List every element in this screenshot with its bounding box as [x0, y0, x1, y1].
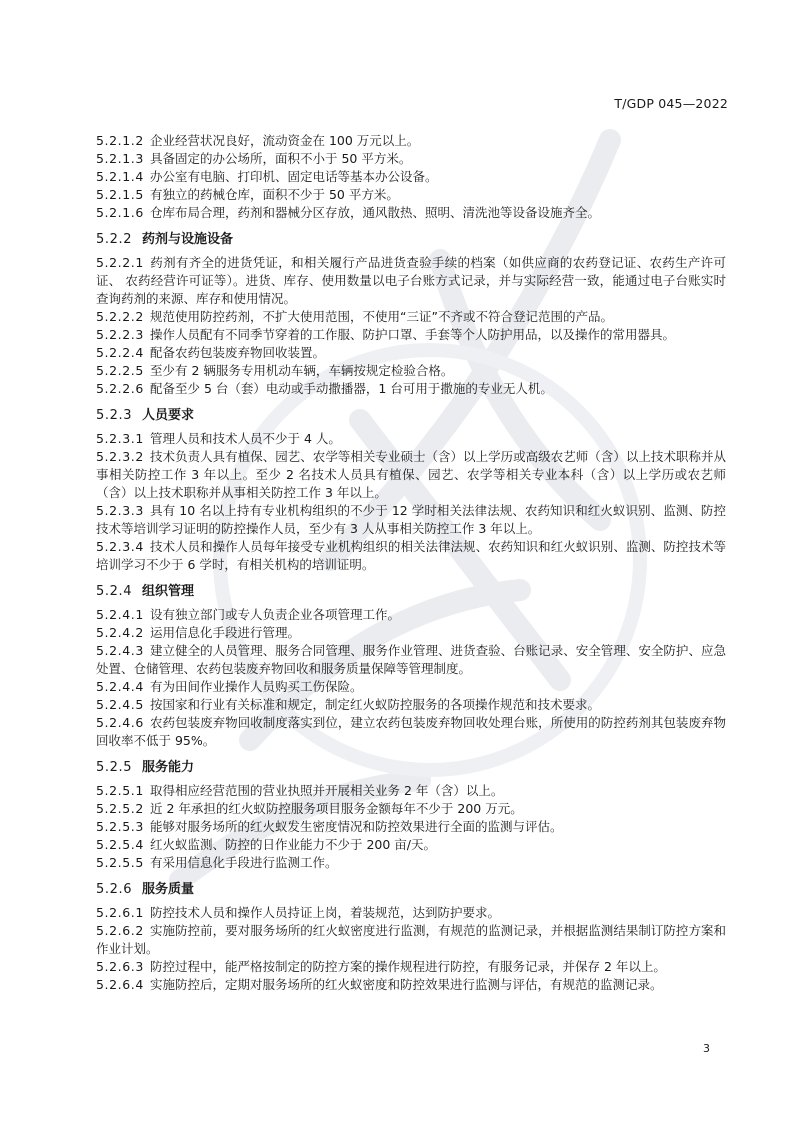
clause [96, 538, 726, 574]
clause [96, 818, 726, 836]
clause [96, 502, 726, 538]
clause-text: 实施防控前，要对服务场所的红火蚁密度进行监测，有规范的监测记录，并根据监测结果制订防控方案和作业计划。 [96, 923, 726, 956]
clause [96, 696, 726, 714]
page-number: 3 [703, 1042, 710, 1055]
clause [96, 326, 726, 344]
clause-number: 5.2.6.1 [96, 905, 144, 920]
clause [96, 132, 726, 150]
section-number: 5.2.2 [96, 232, 133, 247]
clause-number: 5.2.3.3 [96, 503, 144, 518]
clause [96, 430, 726, 448]
clause-number: 5.2.4.6 [96, 715, 144, 730]
clause-text: 操作人员配有不同季节穿着的工作服、防护口罩、手套等个人防护用品，以及操作的常用器具。 [150, 327, 676, 342]
section-heading [96, 880, 726, 900]
clause [96, 678, 726, 696]
clause-number: 5.2.2.2 [96, 309, 144, 324]
clause-number: 5.2.5.5 [96, 855, 144, 870]
clause-number: 5.2.5.1 [96, 783, 144, 798]
clause-number: 5.2.6.4 [96, 977, 144, 992]
clause [96, 624, 726, 642]
section-title: 药剂与设施设备 [142, 232, 234, 247]
clause-text: 红火蚁监测、防控的日作业能力不少于 200 亩/天。 [150, 837, 437, 852]
clause-number: 5.2.4.5 [96, 697, 144, 712]
clause [96, 308, 726, 326]
section-title: 服务能力 [142, 760, 195, 775]
clause-text: 至少有 2 辆服务专用机动车辆，车辆按规定检验合格。 [150, 363, 454, 378]
section-number: 5.2.4 [96, 584, 133, 599]
section-number: 5.2.3 [96, 408, 133, 423]
clause [96, 204, 726, 222]
clause-number: 5.2.5.2 [96, 801, 144, 816]
clause-number: 5.2.6.3 [96, 959, 144, 974]
document-body [96, 132, 726, 994]
section-heading [96, 406, 726, 426]
section-heading [96, 758, 726, 778]
clause-number: 5.2.4.4 [96, 679, 144, 694]
clause [96, 904, 726, 922]
clause-text: 技术负责人具有植保、园艺、农学等相关专业硕士（含）以上学历或高级农艺师（含）以上技术职称并从事相关防控工作 3 年以上。至少 2 名技术人员具有植保、园艺、农学等相关专业本科（含）以上学历或农艺师（含）以上技术职称并从事相关防控工作 3 年以上。 [96, 449, 726, 500]
clause [96, 800, 726, 818]
clause [96, 186, 726, 204]
clause-number: 5.2.3.1 [96, 431, 144, 446]
clause-text: 建立健全的人员管理、服务合同管理、服务作业管理、进货查验、台账记录、安全管理、安全防护、应急处置、仓储管理、农药包装废弃物回收和服务质量保障等管理制度。 [96, 643, 726, 676]
clause-text: 配备至少 5 台（套）电动或手动撒播器，1 台可用于撒施的专业无人机。 [150, 381, 553, 396]
clause [96, 782, 726, 800]
clause-text: 规范使用防控药剂，不扩大使用范围，不使用“三证”不齐或不符合登记范围的产品。 [150, 309, 613, 324]
clause-text: 防控技术人员和操作人员持证上岗，着装规范，达到防护要求。 [150, 905, 501, 920]
section-heading [96, 582, 726, 602]
clause-text: 技术人员和操作人员每年接受专业机构组织的相关法律法规、农药知识和红火蚁识别、监测、防控技术等培训学习不少于 6 学时，有相关机构的培训证明。 [96, 539, 726, 572]
clause-number: 5.2.4.2 [96, 625, 144, 640]
clause [96, 976, 726, 994]
clause-number: 5.2.3.2 [96, 449, 144, 464]
section-title: 人员要求 [142, 408, 195, 423]
clause-number: 5.2.2.5 [96, 363, 144, 378]
clause-text: 具备固定的办公场所，面积不小于 50 平方米。 [150, 151, 412, 166]
clause-number: 5.2.1.6 [96, 205, 144, 220]
section-heading [96, 230, 726, 250]
clause [96, 344, 726, 362]
clause [96, 958, 726, 976]
clause-number: 5.2.2.6 [96, 381, 144, 396]
section-title: 服务质量 [142, 882, 195, 897]
clause-number: 5.2.2.3 [96, 327, 144, 342]
clause-text: 药剂有齐全的进货凭证，和相关履行产品进货查验手续的档案（如供应商的农药登记证、农药生产许可证、 农药经营许可证等）。进货、库存、使用数量以电子台账方式记录，并与实际经营一致，能通过电子台账实时查询药剂的来源、库存和使用情况。 [96, 255, 726, 306]
clause [96, 448, 726, 502]
clause-text: 仓库布局合理，药剂和器械分区存放，通风散热、照明、清洗池等设备设施齐全。 [150, 205, 601, 220]
clause-number: 5.2.2.1 [96, 255, 144, 270]
clause [96, 380, 726, 398]
clause-text: 有独立的药械仓库，面积不少于 50 平方米。 [150, 187, 399, 202]
clause-text: 办公室有电脑、打印机、固定电话等基本办公设备。 [150, 169, 438, 184]
clause [96, 362, 726, 380]
clause-number: 5.2.5.4 [96, 837, 144, 852]
clause [96, 922, 726, 958]
clause [96, 606, 726, 624]
clause-number: 5.2.6.2 [96, 923, 144, 938]
clause-number: 5.2.1.5 [96, 187, 144, 202]
clause-text: 实施防控后，定期对服务场所的红火蚁密度和防控效果进行监测与评估，有规范的监测记录。 [150, 977, 663, 992]
clause-number: 5.2.1.2 [96, 133, 144, 148]
clause-text: 农药包装废弃物回收制度落实到位，建立农药包装废弃物回收处理台账，所使用的防控药剂其包装废弃物回收率不低于 95%。 [96, 715, 726, 748]
clause-text: 配备农药包装废弃物回收装置。 [150, 345, 326, 360]
clause [96, 854, 726, 872]
clause [96, 150, 726, 168]
clause-number: 5.2.4.1 [96, 607, 144, 622]
clause [96, 642, 726, 678]
clause [96, 714, 726, 750]
clause-text: 能够对服务场所的红火蚁发生密度情况和防控效果进行全面的监测与评估。 [150, 819, 563, 834]
clause-text: 有采用信息化手段进行监测工作。 [150, 855, 338, 870]
clause-text: 有为田间作业操作人员购买工伤保险。 [150, 679, 363, 694]
section-title: 组织管理 [142, 584, 195, 599]
clause-number: 5.2.5.3 [96, 819, 144, 834]
section-number: 5.2.6 [96, 882, 133, 897]
clause-text: 近 2 年承担的红火蚁防控服务项目服务金额每年不少于 200 万元。 [150, 801, 523, 816]
standard-code: T/GDP 045—2022 [614, 96, 728, 111]
clause-number: 5.2.2.4 [96, 345, 144, 360]
clause-text: 管理人员和技术人员不少于 4 人。 [150, 431, 341, 446]
clause [96, 254, 726, 308]
clause-text: 运用信息化手段进行管理。 [150, 625, 301, 640]
clause [96, 168, 726, 186]
clause-number: 5.2.1.4 [96, 169, 144, 184]
clause-number: 5.2.1.3 [96, 151, 144, 166]
clause-number: 5.2.3.4 [96, 539, 144, 554]
section-number: 5.2.5 [96, 760, 133, 775]
clause-text: 设有独立部门或专人负责企业各项管理工作。 [150, 607, 401, 622]
clause-text: 按国家和行业有关标准和规定，制定红火蚁防控服务的各项操作规范和技术要求。 [150, 697, 601, 712]
clause [96, 836, 726, 854]
clause-text: 具有 10 名以上持有专业机构组织的不少于 12 学时相关法律法规、农药知识和红火蚁识别、监测、防控技术等培训学习证明的防控操作人员，至少有 3 人从事相关防控工作 3 年以上。 [96, 503, 726, 536]
clause-text: 取得相应经营范围的营业执照并开展相关业务 2 年（含）以上。 [150, 783, 504, 798]
clause-text: 企业经营状况良好，流动资金在 100 万元以上。 [150, 133, 420, 148]
clause-number: 5.2.4.3 [96, 643, 144, 658]
clause-text: 防控过程中，能严格按制定的防控方案的操作规程进行防控，有服务记录，并保存 2 年以上。 [150, 959, 666, 974]
